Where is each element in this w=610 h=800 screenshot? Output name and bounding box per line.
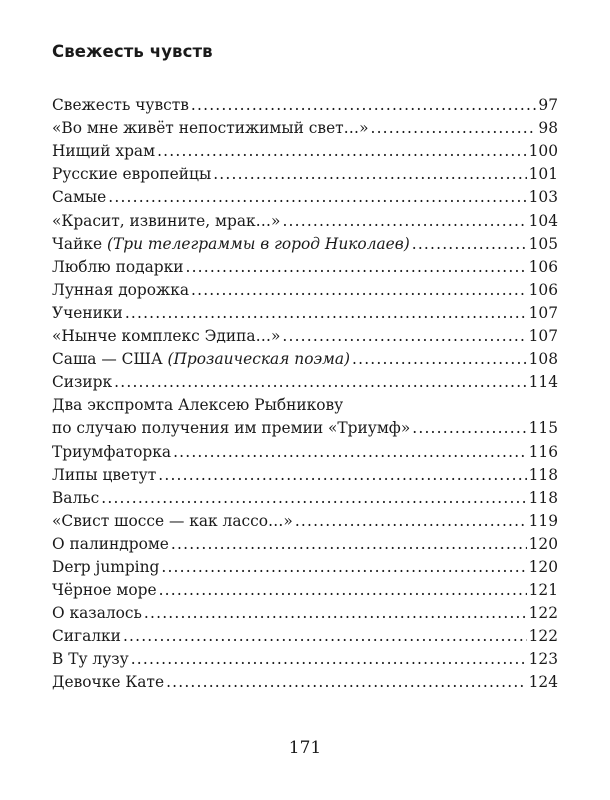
toc-entry [52, 91, 558, 114]
toc-entry [52, 437, 558, 460]
toc-entry [52, 668, 558, 691]
toc-leader-dots [191, 281, 527, 299]
toc-entry [52, 368, 558, 391]
toc-leader-dots [125, 304, 527, 322]
toc-entry-title-text: О палиндроме [52, 534, 169, 553]
toc-entry-page: 116 [528, 442, 558, 461]
toc-entry-page: 122 [528, 627, 558, 646]
toc-entry [52, 160, 558, 183]
toc-entry-title [52, 673, 164, 691]
toc-entry-page: 115 [528, 419, 558, 438]
toc-entry [52, 253, 558, 276]
toc-leader-dots [108, 188, 526, 206]
toc-entry-title [52, 119, 369, 137]
toc-entry-page: 103 [528, 188, 558, 207]
toc-leader-dots [352, 350, 527, 368]
toc-entry [52, 299, 558, 322]
toc-entry-title [52, 258, 183, 276]
toc-leader-dots [171, 535, 527, 553]
toc-entry-page: 104 [528, 211, 558, 230]
toc-leader-dots [185, 258, 526, 276]
toc-leader-dots [173, 443, 527, 461]
toc-entry [52, 553, 558, 576]
toc-entry [52, 507, 558, 530]
toc-entry-page: 120 [528, 534, 558, 553]
toc-entry-title-text: Саша — США [52, 350, 168, 369]
toc-entry-title [52, 96, 189, 114]
toc-entry-title [52, 419, 410, 437]
toc-entry-page: 120 [528, 557, 558, 576]
toc-entry-page: 118 [528, 488, 558, 507]
toc-entry-title-text: Два экспромта Алексею Рыбникову [52, 396, 344, 415]
toc-entry-title [52, 373, 112, 391]
toc-leader-dots [282, 327, 526, 345]
table-of-contents [52, 91, 558, 691]
toc-leader-dots [123, 627, 527, 645]
toc-entry-page: 124 [528, 673, 558, 692]
book-page [52, 0, 558, 800]
toc-leader-dots [412, 419, 526, 437]
toc-leader-dots [101, 489, 526, 507]
toc-entry-title-text: Сизирк [52, 373, 113, 392]
toc-entry [52, 345, 558, 368]
toc-entry [52, 599, 558, 622]
toc-entry-title-text: В Ту лузу [52, 650, 129, 669]
toc-leader-dots [158, 466, 526, 484]
toc-entry-title [52, 281, 189, 299]
toc-entry-subtitle: (Прозаическая поэма) [167, 350, 351, 369]
toc-entry-page: 97 [538, 96, 558, 115]
toc-entry-page: 123 [528, 650, 558, 669]
page-number: 171 [288, 738, 322, 758]
toc-leader-dots [131, 650, 527, 668]
toc-entry [52, 414, 558, 437]
toc-entry-title [52, 512, 293, 530]
toc-entry-title-text: «Нынче комплекс Эдипа…» [52, 327, 281, 346]
toc-entry-title [52, 489, 99, 507]
toc-entry-title [52, 304, 123, 322]
toc-entry-title-text: Русские европейцы [52, 165, 212, 184]
toc-entry-page: 107 [528, 303, 558, 322]
toc-entry-page: 105 [528, 234, 558, 253]
toc-entry-subtitle: (Три телеграммы в город Николаев) [106, 234, 410, 253]
toc-entry-title-text: Чёрное море [52, 581, 157, 600]
toc-leader-dots [295, 512, 527, 530]
toc-entry-title [52, 627, 121, 645]
toc-entry [52, 645, 558, 668]
toc-entry-title-text: Триумфаторка [52, 442, 172, 461]
toc-leader-dots [157, 142, 527, 160]
toc-entry-title [52, 212, 280, 230]
toc-entry [52, 530, 558, 553]
toc-entry-title-text: О казалось [52, 604, 142, 623]
toc-entry-page: 118 [528, 465, 558, 484]
toc-entry [52, 322, 558, 345]
toc-entry-title-text: Самые [52, 188, 107, 207]
toc-entry [52, 484, 558, 507]
toc-leader-dots [282, 212, 526, 230]
toc-entry-title [52, 396, 343, 414]
toc-entry-page: 106 [528, 280, 558, 299]
toc-entry [52, 137, 558, 160]
toc-leader-dots [371, 119, 537, 137]
toc-entry-title-text: Вальс [52, 488, 100, 507]
toc-entry-title-text: Липы цветут [52, 465, 157, 484]
toc-entry-title [52, 142, 155, 160]
toc-entry [52, 276, 558, 299]
toc-entry [52, 206, 558, 229]
toc-entry-page: 101 [528, 165, 558, 184]
toc-entry-title-text: «Красит, извините, мрак…» [52, 211, 281, 230]
toc-entry-title [52, 581, 157, 599]
toc-entry-title [52, 165, 211, 183]
toc-entry-page: 121 [528, 581, 558, 600]
toc-entry-title-text: Derp jumping [52, 557, 160, 576]
toc-entry-title [52, 535, 169, 553]
toc-entry-page: 107 [528, 327, 558, 346]
toc-entry [52, 391, 558, 414]
toc-leader-dots [412, 235, 527, 253]
toc-entry-page: 119 [528, 511, 558, 530]
toc-leader-dots [213, 165, 526, 183]
toc-entry-title [52, 327, 280, 345]
toc-entry-title-text: «Во мне живёт непостижимый свет…» [52, 119, 369, 138]
toc-entry-title-text: Сигалки [52, 627, 121, 646]
toc-entry-title-text: по случаю получения им премии «Триумф» [52, 419, 411, 438]
toc-entry [52, 576, 558, 599]
toc-entry-title-text: Ученики [52, 303, 123, 322]
toc-leader-dots [166, 673, 527, 691]
toc-entry-title [52, 350, 350, 368]
toc-entry [52, 461, 558, 484]
toc-entry-title [52, 604, 142, 622]
toc-entry-title-text: Чайке [52, 234, 107, 253]
toc-entry-page: 114 [528, 373, 558, 392]
toc-entry [52, 622, 558, 645]
toc-entry [52, 230, 558, 253]
toc-entry-title-text: Лунная дорожка [52, 280, 190, 299]
toc-entry-title-text: «Свист шоссе — как лассо…» [52, 511, 293, 530]
toc-entry-title [52, 466, 156, 484]
toc-entry-page: 122 [528, 604, 558, 623]
toc-leader-dots [144, 604, 527, 622]
section-title: Свежесть чувств [52, 42, 213, 61]
toc-entry-title-text: Люблю подарки [52, 257, 184, 276]
toc-entry-title [52, 650, 129, 668]
toc-entry-title [52, 443, 171, 461]
toc-entry-page: 100 [528, 142, 558, 161]
toc-entry-title [52, 558, 159, 576]
toc-entry-title [52, 235, 410, 253]
toc-entry-page: 108 [528, 350, 558, 369]
toc-entry-title-text: Нищий храм [52, 142, 156, 161]
toc-entry-title [52, 188, 106, 206]
toc-entry-title-text: Девочке Кате [52, 673, 165, 692]
toc-entry [52, 114, 558, 137]
toc-leader-dots [191, 96, 536, 114]
toc-leader-dots [161, 558, 526, 576]
toc-leader-dots [159, 581, 527, 599]
toc-entry [52, 183, 558, 206]
toc-entry-page: 106 [528, 257, 558, 276]
toc-entry-title-text: Свежесть чувств [52, 96, 189, 115]
toc-entry-page: 98 [538, 119, 558, 138]
toc-leader-dots [114, 373, 526, 391]
